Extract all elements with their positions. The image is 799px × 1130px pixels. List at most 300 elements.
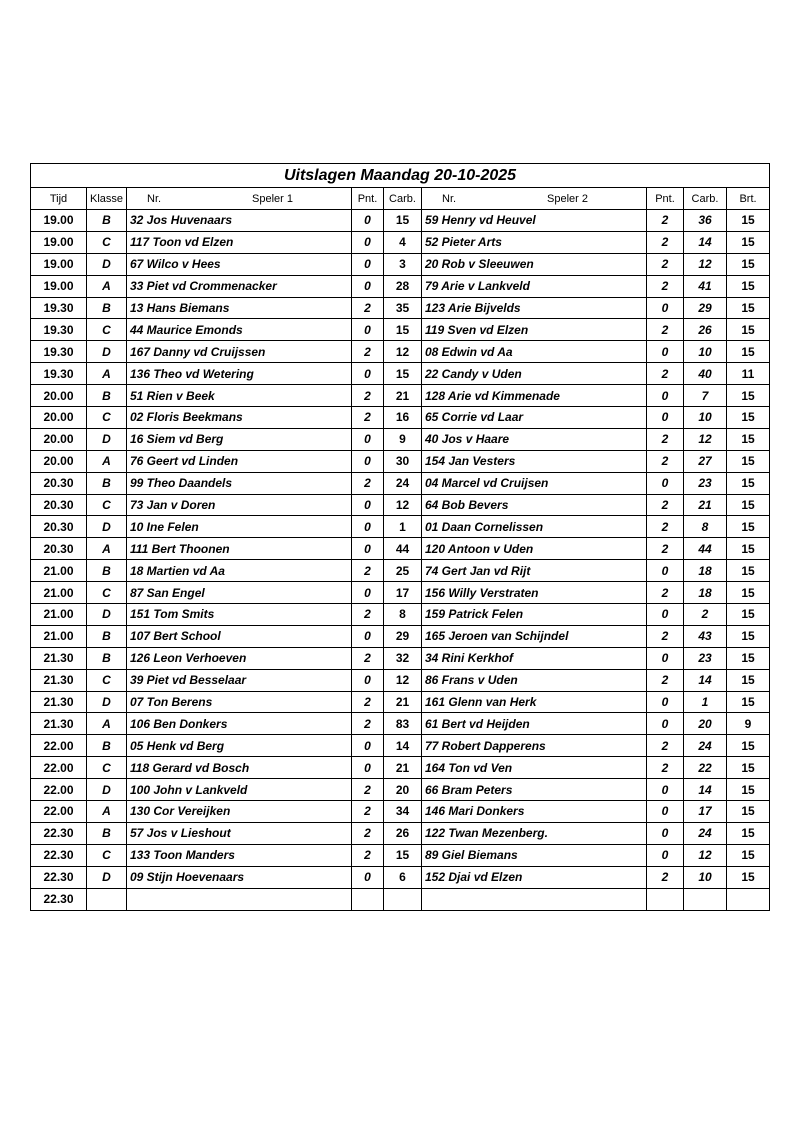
- table-row: [31, 363, 770, 385]
- cell-tijd: 20.30: [31, 494, 87, 516]
- cell-tijd: 22.30: [31, 844, 87, 866]
- table-row: [31, 669, 770, 691]
- cell-pnt2: 2: [647, 866, 684, 888]
- cell-speler1: 126 Leon Verhoeven: [127, 647, 352, 669]
- cell-speler1: 16 Siem vd Berg: [127, 428, 352, 450]
- header-klasse: Klasse: [87, 188, 127, 210]
- cell-tijd: 19.00: [31, 275, 87, 297]
- cell-brt: 15: [727, 407, 770, 429]
- header-speler1: [127, 188, 352, 210]
- cell-brt: 15: [727, 472, 770, 494]
- cell-pnt1: 0: [352, 538, 384, 560]
- table-row: [31, 866, 770, 888]
- cell-pnt2: 2: [647, 275, 684, 297]
- cell-carb1: 25: [384, 560, 422, 582]
- cell-tijd: 21.30: [31, 647, 87, 669]
- cell-carb2: 22: [684, 757, 727, 779]
- cell-pnt1: 0: [352, 866, 384, 888]
- cell-speler2: 122 Twan Mezenberg.: [422, 822, 647, 844]
- cell-carb2: 26: [684, 319, 727, 341]
- cell-brt: 15: [727, 341, 770, 363]
- cell-pnt2: 0: [647, 385, 684, 407]
- cell-pnt1: 0: [352, 757, 384, 779]
- cell-pnt2: 2: [647, 538, 684, 560]
- cell-tijd: 21.30: [31, 691, 87, 713]
- table-row: [31, 779, 770, 801]
- cell-pnt2: 0: [647, 691, 684, 713]
- cell-speler2: 89 Giel Biemans: [422, 844, 647, 866]
- cell-brt: 15: [727, 297, 770, 319]
- table-row: [31, 647, 770, 669]
- cell-brt: 15: [727, 253, 770, 275]
- cell-carb1: 21: [384, 691, 422, 713]
- cell-tijd: 21.00: [31, 625, 87, 647]
- cell-pnt2: 0: [647, 560, 684, 582]
- cell-pnt2: 0: [647, 472, 684, 494]
- cell-brt: 9: [727, 713, 770, 735]
- cell-pnt1: 2: [352, 560, 384, 582]
- cell-speler2: 52 Pieter Arts: [422, 231, 647, 253]
- cell-pnt2: 2: [647, 757, 684, 779]
- cell-speler2: 77 Robert Dapperens: [422, 735, 647, 757]
- cell-klasse: D: [87, 779, 127, 801]
- cell-carb2: 36: [684, 210, 727, 232]
- cell-brt: 15: [727, 319, 770, 341]
- table-row: [31, 560, 770, 582]
- cell-speler2: 146 Mari Donkers: [422, 801, 647, 823]
- cell-speler2: 04 Marcel vd Cruijsen: [422, 472, 647, 494]
- cell-pnt1: 0: [352, 428, 384, 450]
- cell-pnt1: 0: [352, 319, 384, 341]
- cell-speler1: 73 Jan v Doren: [127, 494, 352, 516]
- cell-speler2: 86 Frans v Uden: [422, 669, 647, 691]
- table-row: [31, 407, 770, 429]
- cell-carb2: 12: [684, 253, 727, 275]
- cell-carb2: 24: [684, 822, 727, 844]
- cell-brt: 15: [727, 801, 770, 823]
- table-row: [31, 210, 770, 232]
- cell-pnt1: 0: [352, 669, 384, 691]
- cell-klasse: D: [87, 253, 127, 275]
- cell-klasse: A: [87, 801, 127, 823]
- cell-pnt2: 2: [647, 625, 684, 647]
- cell-klasse: B: [87, 560, 127, 582]
- cell-carb1: 28: [384, 275, 422, 297]
- cell-carb1: 15: [384, 210, 422, 232]
- cell-brt: 15: [727, 757, 770, 779]
- cell-speler1: [127, 888, 352, 910]
- cell-speler2: 79 Arie v Lankveld: [422, 275, 647, 297]
- cell-pnt2: 2: [647, 319, 684, 341]
- cell-tijd: 19.00: [31, 210, 87, 232]
- cell-carb2: 10: [684, 407, 727, 429]
- cell-pnt1: 0: [352, 516, 384, 538]
- cell-carb2: 29: [684, 297, 727, 319]
- cell-tijd: 22.30: [31, 822, 87, 844]
- cell-carb1: 21: [384, 385, 422, 407]
- cell-klasse: C: [87, 494, 127, 516]
- cell-brt: 15: [727, 844, 770, 866]
- cell-carb2: 44: [684, 538, 727, 560]
- cell-pnt1: 2: [352, 691, 384, 713]
- cell-klasse: [87, 888, 127, 910]
- header-pnt1: Pnt.: [352, 188, 384, 210]
- cell-carb2: 14: [684, 669, 727, 691]
- cell-klasse: B: [87, 647, 127, 669]
- cell-carb1: 35: [384, 297, 422, 319]
- cell-tijd: 20.30: [31, 516, 87, 538]
- cell-carb1: [384, 888, 422, 910]
- cell-pnt2: 2: [647, 516, 684, 538]
- cell-pnt2: 2: [647, 253, 684, 275]
- cell-speler2: 34 Rini Kerkhof: [422, 647, 647, 669]
- cell-speler1: 133 Toon Manders: [127, 844, 352, 866]
- cell-pnt1: 2: [352, 779, 384, 801]
- cell-pnt1: 2: [352, 407, 384, 429]
- cell-speler2: 120 Antoon v Uden: [422, 538, 647, 560]
- cell-pnt1: 2: [352, 604, 384, 626]
- cell-speler1: 151 Tom Smits: [127, 604, 352, 626]
- cell-tijd: 19.00: [31, 231, 87, 253]
- cell-pnt1: 2: [352, 472, 384, 494]
- cell-carb1: 14: [384, 735, 422, 757]
- cell-pnt2: 0: [647, 341, 684, 363]
- cell-speler2: 128 Arie vd Kimmenade: [422, 385, 647, 407]
- cell-klasse: B: [87, 385, 127, 407]
- cell-tijd: 22.30: [31, 888, 87, 910]
- cell-klasse: C: [87, 844, 127, 866]
- cell-speler1: 32 Jos Huvenaars: [127, 210, 352, 232]
- cell-pnt2: 0: [647, 779, 684, 801]
- cell-klasse: B: [87, 210, 127, 232]
- cell-pnt1: 2: [352, 822, 384, 844]
- cell-carb2: 1: [684, 691, 727, 713]
- cell-speler2: 08 Edwin vd Aa: [422, 341, 647, 363]
- cell-tijd: 22.00: [31, 801, 87, 823]
- results-table: [30, 163, 770, 911]
- cell-tijd: 20.00: [31, 450, 87, 472]
- cell-speler1: 117 Toon vd Elzen: [127, 231, 352, 253]
- table-row: [31, 319, 770, 341]
- cell-speler1: 167 Danny vd Cruijssen: [127, 341, 352, 363]
- cell-pnt1: 2: [352, 801, 384, 823]
- cell-pnt2: [647, 888, 684, 910]
- header-tijd: Tijd: [31, 188, 87, 210]
- table-row: [31, 516, 770, 538]
- cell-carb2: 18: [684, 560, 727, 582]
- cell-carb1: 24: [384, 472, 422, 494]
- cell-carb1: 12: [384, 669, 422, 691]
- table-row: [31, 757, 770, 779]
- cell-speler2: 119 Sven vd Elzen: [422, 319, 647, 341]
- cell-pnt1: 0: [352, 450, 384, 472]
- table-row: [31, 297, 770, 319]
- cell-klasse: B: [87, 822, 127, 844]
- cell-brt: 15: [727, 516, 770, 538]
- cell-pnt1: 2: [352, 844, 384, 866]
- table-row: [31, 822, 770, 844]
- cell-speler1: 13 Hans Biemans: [127, 297, 352, 319]
- cell-speler2: 165 Jeroen van Schijndel: [422, 625, 647, 647]
- table-row: [31, 385, 770, 407]
- cell-carb1: 1: [384, 516, 422, 538]
- header-speler2: [422, 188, 647, 210]
- cell-pnt2: 0: [647, 604, 684, 626]
- cell-carb1: 3: [384, 253, 422, 275]
- cell-brt: 15: [727, 604, 770, 626]
- cell-carb1: 17: [384, 582, 422, 604]
- cell-speler2: 164 Ton vd Ven: [422, 757, 647, 779]
- cell-tijd: 21.30: [31, 669, 87, 691]
- cell-pnt2: 2: [647, 450, 684, 472]
- cell-brt: 15: [727, 779, 770, 801]
- cell-carb2: 21: [684, 494, 727, 516]
- cell-tijd: 21.00: [31, 604, 87, 626]
- cell-pnt1: 0: [352, 735, 384, 757]
- page-title: Uitslagen Maandag 20-10-2025: [31, 164, 770, 188]
- cell-klasse: B: [87, 472, 127, 494]
- cell-carb2: 12: [684, 844, 727, 866]
- cell-carb1: 44: [384, 538, 422, 560]
- cell-carb1: 32: [384, 647, 422, 669]
- cell-tijd: 19.30: [31, 319, 87, 341]
- cell-klasse: C: [87, 757, 127, 779]
- cell-pnt1: 0: [352, 363, 384, 385]
- cell-speler1: 57 Jos v Lieshout: [127, 822, 352, 844]
- cell-brt: 15: [727, 560, 770, 582]
- cell-speler1: 44 Maurice Emonds: [127, 319, 352, 341]
- cell-speler1: 106 Ben Donkers: [127, 713, 352, 735]
- table-row: [31, 494, 770, 516]
- cell-speler2: 161 Glenn van Herk: [422, 691, 647, 713]
- cell-speler1: 100 John v Lankveld: [127, 779, 352, 801]
- cell-carb2: 10: [684, 866, 727, 888]
- cell-carb1: 12: [384, 341, 422, 363]
- cell-pnt1: [352, 888, 384, 910]
- cell-carb1: 8: [384, 604, 422, 626]
- cell-pnt2: 2: [647, 735, 684, 757]
- cell-tijd: 22.00: [31, 757, 87, 779]
- cell-pnt1: 2: [352, 385, 384, 407]
- cell-klasse: B: [87, 735, 127, 757]
- cell-brt: 15: [727, 231, 770, 253]
- cell-speler2: 59 Henry vd Heuvel: [422, 210, 647, 232]
- header-brt: Brt.: [727, 188, 770, 210]
- cell-carb1: 26: [384, 822, 422, 844]
- cell-carb2: 14: [684, 779, 727, 801]
- cell-carb2: 23: [684, 647, 727, 669]
- cell-carb1: 21: [384, 757, 422, 779]
- cell-tijd: 21.00: [31, 582, 87, 604]
- cell-speler1: 05 Henk vd Berg: [127, 735, 352, 757]
- cell-brt: 15: [727, 625, 770, 647]
- cell-brt: 15: [727, 385, 770, 407]
- cell-carb2: 18: [684, 582, 727, 604]
- cell-tijd: 21.00: [31, 560, 87, 582]
- cell-speler2: 61 Bert vd Heijden: [422, 713, 647, 735]
- cell-tijd: 20.30: [31, 538, 87, 560]
- cell-speler1: 99 Theo Daandels: [127, 472, 352, 494]
- cell-pnt2: 2: [647, 582, 684, 604]
- cell-carb1: 15: [384, 844, 422, 866]
- cell-speler1: 18 Martien vd Aa: [127, 560, 352, 582]
- cell-brt: 15: [727, 210, 770, 232]
- cell-pnt1: 2: [352, 713, 384, 735]
- cell-klasse: B: [87, 625, 127, 647]
- cell-speler2: 152 Djai vd Elzen: [422, 866, 647, 888]
- cell-speler2: [422, 888, 647, 910]
- cell-klasse: A: [87, 363, 127, 385]
- cell-speler1: 67 Wilco v Hees: [127, 253, 352, 275]
- table-row: [31, 231, 770, 253]
- cell-klasse: B: [87, 297, 127, 319]
- table-row: [31, 275, 770, 297]
- cell-pnt2: 2: [647, 363, 684, 385]
- cell-carb1: 12: [384, 494, 422, 516]
- cell-klasse: A: [87, 538, 127, 560]
- cell-pnt1: 2: [352, 297, 384, 319]
- cell-klasse: D: [87, 691, 127, 713]
- cell-pnt2: 0: [647, 297, 684, 319]
- cell-speler1: 51 Rien v Beek: [127, 385, 352, 407]
- cell-pnt1: 0: [352, 582, 384, 604]
- cell-speler1: 33 Piet vd Crommenacker: [127, 275, 352, 297]
- cell-carb1: 29: [384, 625, 422, 647]
- cell-klasse: C: [87, 582, 127, 604]
- cell-carb1: 34: [384, 801, 422, 823]
- cell-tijd: 20.00: [31, 385, 87, 407]
- cell-pnt2: 2: [647, 231, 684, 253]
- header-speler2-label: Speler 2: [547, 192, 588, 205]
- cell-klasse: C: [87, 231, 127, 253]
- cell-klasse: A: [87, 450, 127, 472]
- header-nr1: Nr.: [147, 192, 162, 205]
- cell-speler1: 118 Gerard vd Bosch: [127, 757, 352, 779]
- cell-pnt2: 0: [647, 647, 684, 669]
- cell-speler2: 64 Bob Bevers: [422, 494, 647, 516]
- cell-brt: 15: [727, 691, 770, 713]
- cell-carb2: 7: [684, 385, 727, 407]
- cell-tijd: 22.30: [31, 866, 87, 888]
- header-pnt2: Pnt.: [647, 188, 684, 210]
- cell-tijd: 19.30: [31, 297, 87, 319]
- table-row: [31, 253, 770, 275]
- cell-brt: 11: [727, 363, 770, 385]
- cell-klasse: C: [87, 319, 127, 341]
- cell-carb2: 27: [684, 450, 727, 472]
- table-row: [31, 538, 770, 560]
- cell-carb2: 24: [684, 735, 727, 757]
- cell-pnt1: 2: [352, 341, 384, 363]
- cell-tijd: 19.30: [31, 341, 87, 363]
- table-row: [31, 691, 770, 713]
- header-nr2: Nr.: [442, 192, 457, 205]
- cell-carb1: 9: [384, 428, 422, 450]
- cell-brt: 15: [727, 494, 770, 516]
- cell-klasse: A: [87, 713, 127, 735]
- cell-speler2: 20 Rob v Sleeuwen: [422, 253, 647, 275]
- cell-brt: 15: [727, 582, 770, 604]
- cell-klasse: C: [87, 407, 127, 429]
- cell-klasse: D: [87, 341, 127, 363]
- cell-pnt1: 0: [352, 625, 384, 647]
- cell-brt: 15: [727, 866, 770, 888]
- cell-tijd: 19.00: [31, 253, 87, 275]
- table-row: [31, 888, 770, 910]
- cell-speler2: 154 Jan Vesters: [422, 450, 647, 472]
- cell-speler1: 02 Floris Beekmans: [127, 407, 352, 429]
- cell-klasse: D: [87, 428, 127, 450]
- cell-speler1: 07 Ton Berens: [127, 691, 352, 713]
- cell-brt: 15: [727, 450, 770, 472]
- cell-pnt2: 2: [647, 428, 684, 450]
- cell-speler2: 01 Daan Cornelissen: [422, 516, 647, 538]
- table-row: [31, 341, 770, 363]
- cell-speler1: 130 Cor Vereijken: [127, 801, 352, 823]
- table-row: [31, 582, 770, 604]
- cell-carb2: 40: [684, 363, 727, 385]
- table-row: [31, 735, 770, 757]
- cell-carb2: 43: [684, 625, 727, 647]
- cell-carb2: 17: [684, 801, 727, 823]
- cell-carb2: 23: [684, 472, 727, 494]
- cell-pnt2: 2: [647, 669, 684, 691]
- cell-carb2: 8: [684, 516, 727, 538]
- cell-carb2: 12: [684, 428, 727, 450]
- header-row: [31, 188, 770, 210]
- header-speler1-label: Speler 1: [252, 192, 293, 205]
- cell-speler1: 09 Stijn Hoevenaars: [127, 866, 352, 888]
- cell-carb1: 20: [384, 779, 422, 801]
- cell-speler1: 136 Theo vd Wetering: [127, 363, 352, 385]
- cell-carb1: 83: [384, 713, 422, 735]
- cell-carb1: 6: [384, 866, 422, 888]
- cell-pnt1: 2: [352, 647, 384, 669]
- cell-speler2: 156 Willy Verstraten: [422, 582, 647, 604]
- cell-speler1: 39 Piet vd Besselaar: [127, 669, 352, 691]
- cell-speler1: 10 Ine Felen: [127, 516, 352, 538]
- cell-pnt1: 0: [352, 231, 384, 253]
- cell-speler2: 65 Corrie vd Laar: [422, 407, 647, 429]
- cell-speler2: 123 Arie Bijvelds: [422, 297, 647, 319]
- cell-pnt1: 0: [352, 275, 384, 297]
- cell-tijd: 20.00: [31, 428, 87, 450]
- cell-speler2: 74 Gert Jan vd Rijt: [422, 560, 647, 582]
- cell-carb2: 20: [684, 713, 727, 735]
- table-row: [31, 713, 770, 735]
- cell-carb1: 30: [384, 450, 422, 472]
- cell-speler2: 22 Candy v Uden: [422, 363, 647, 385]
- table-row: [31, 801, 770, 823]
- cell-carb1: 16: [384, 407, 422, 429]
- cell-brt: 15: [727, 275, 770, 297]
- cell-speler1: 111 Bert Thoonen: [127, 538, 352, 560]
- header-carb2: Carb.: [684, 188, 727, 210]
- cell-pnt2: 0: [647, 407, 684, 429]
- cell-tijd: 22.00: [31, 779, 87, 801]
- cell-pnt2: 0: [647, 844, 684, 866]
- cell-pnt2: 2: [647, 210, 684, 232]
- cell-speler1: 87 San Engel: [127, 582, 352, 604]
- cell-brt: 15: [727, 538, 770, 560]
- cell-speler2: 159 Patrick Felen: [422, 604, 647, 626]
- table-row: [31, 472, 770, 494]
- cell-carb1: 15: [384, 319, 422, 341]
- cell-speler2: 40 Jos v Haare: [422, 428, 647, 450]
- cell-brt: 15: [727, 735, 770, 757]
- cell-brt: 15: [727, 669, 770, 691]
- cell-klasse: C: [87, 669, 127, 691]
